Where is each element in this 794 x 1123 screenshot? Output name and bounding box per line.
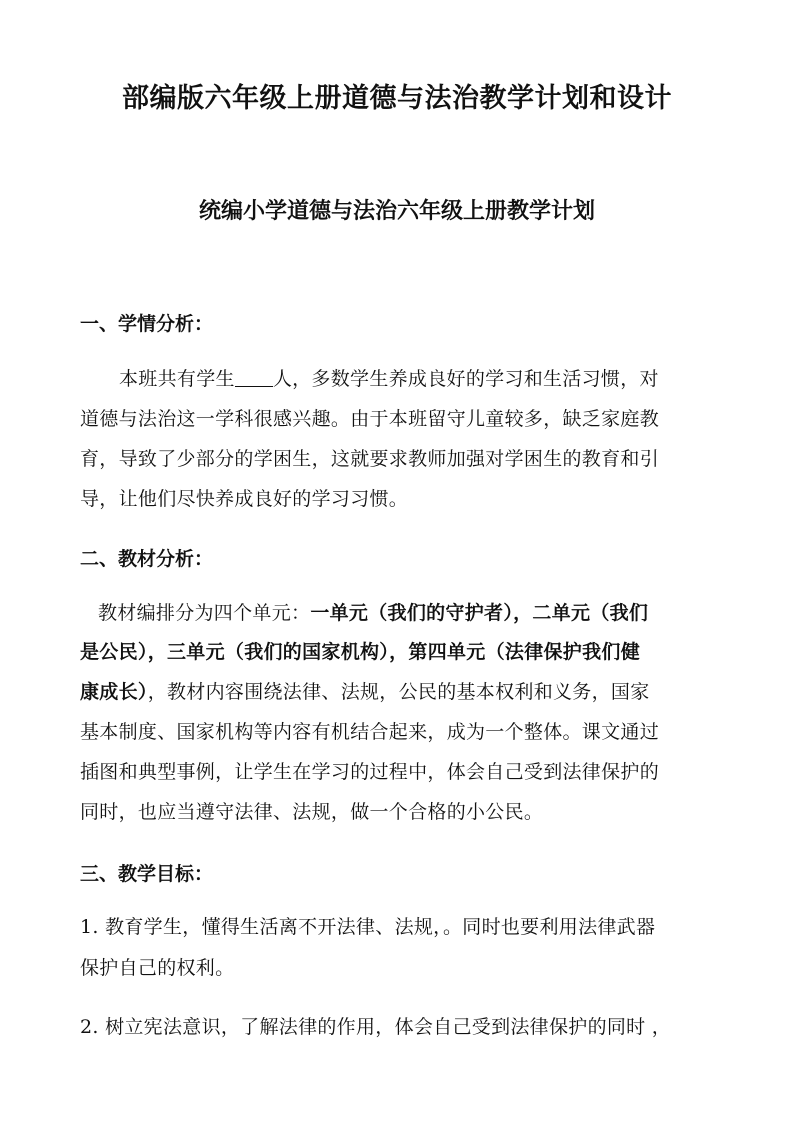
paragraph-text: 教材编排分为四个单元：: [98, 602, 311, 624]
paragraph-text: 人，多数学生养成良好的学习和生活习惯，对: [272, 368, 659, 390]
section-heading-1: 一、学情分析：: [80, 313, 214, 335]
paragraph-line: 道德与法治这一学科很感兴趣。由于本班留守儿童较多，缺乏家庭教: [80, 408, 660, 430]
section-heading-2: 二、教材分析：: [80, 548, 214, 570]
section-heading-3: 三、教学目标：: [80, 863, 214, 885]
document-title: 部编版六年级上册道德与法治教学计划和设计: [122, 83, 672, 114]
paragraph-line: [119, 364, 659, 391]
list-item-1-line-2: 保护自己的权利。: [80, 957, 235, 979]
paragraph-line: [98, 598, 648, 625]
list-item-2-line-1: 2. 树立宪法意识，了解法律的作用，体会自己受到法律保护的同时 ，: [80, 1016, 672, 1038]
paragraph-line: [80, 677, 650, 704]
paragraph-text: 本班共有学生: [119, 368, 235, 390]
fill-in-blank: [235, 368, 273, 387]
paragraph-text: ，教材内容围绕法律、法规，公民的基本权利和义务，国家: [147, 681, 650, 703]
unit-list-text: 康成长）: [80, 681, 148, 703]
unit-list-text: 是公民），三单元（我们的国家机构），第四单元（法律保护我们健: [80, 641, 641, 663]
list-item-1-line-1: 1. 教育学生，懂得生活离不开法律、法规，。同时也要利用法律武器: [80, 916, 656, 938]
paragraph-line: [80, 637, 640, 664]
document-subtitle: 统编小学道德与法治六年级上册教学计划: [198, 198, 595, 224]
unit-list-text: 一单元（我们的守护者），二单元（我们: [310, 602, 649, 624]
paragraph-line: 基本制度、国家机构等内容有机结合起来，成为一个整体。课文通过: [80, 721, 660, 743]
paragraph-line: 插图和典型事例，让学生在学习的过程中，体会自己受到法律保护的: [80, 761, 660, 783]
paragraph-line: 导，让他们尽快养成良好的学习习惯。: [80, 488, 409, 510]
paragraph-line: 育，导致了少部分的学困生，这就要求教师加强对学困生的教育和引: [80, 448, 660, 470]
paragraph-line: 同时，也应当遵守法律、法规，做一个合格的小公民。: [80, 801, 544, 823]
